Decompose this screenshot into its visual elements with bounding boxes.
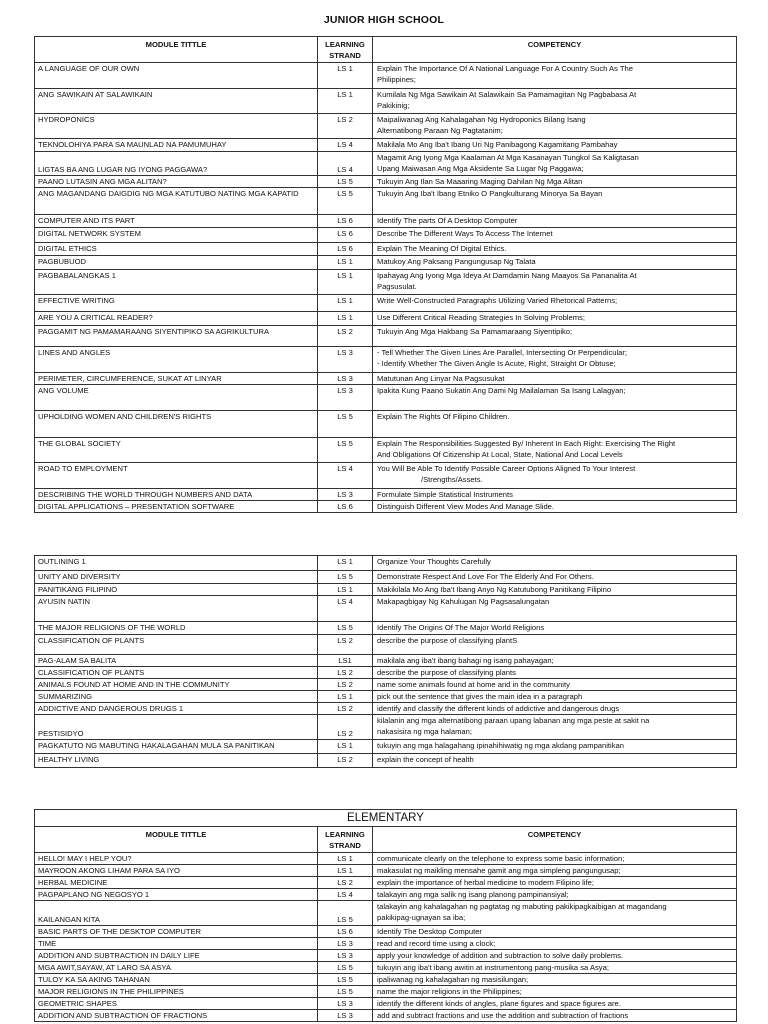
learning-strand-cell: LS 4: [318, 152, 373, 176]
module-title-cell: PAGKATUTO NG MABUTING HAKALAGAHAN MULA SA PANITIKAN: [35, 740, 318, 754]
learning-strand-cell: LS 1: [318, 865, 373, 877]
learning-strand-cell: LS 3: [318, 347, 373, 373]
competency-cell: [373, 385, 737, 411]
competency-line: Pagsusulat.: [377, 282, 417, 291]
learning-strand-cell: LS 2: [318, 679, 373, 691]
module-title-cell: ADDICTIVE AND DANGEROUS DRUGS 1: [35, 703, 318, 715]
table-row: [35, 270, 737, 295]
learning-strand-cell: LS 1: [318, 270, 373, 295]
competency-cell: [373, 152, 737, 176]
competency-cell: [373, 655, 737, 667]
module-title-cell: ADDITION AND SUBTRACTION IN DAILY LIFE: [35, 950, 318, 962]
competency-line: Matukoy Ang Paksang Pangungusap Ng Talata: [377, 257, 536, 266]
competency-line: pick out the sentence that gives the main idea in a paragraph: [377, 692, 583, 701]
table-row: [35, 176, 737, 188]
module-title-cell: ROAD TO EMPLOYMENT: [35, 463, 318, 489]
module-title-cell: PAGBABALANGKAS 1: [35, 270, 318, 295]
competency-cell: [373, 411, 737, 438]
competency-line: Formulate Simple Statistical Instruments: [377, 490, 513, 499]
competency-line: nakasisira ng mga halaman;: [377, 727, 472, 736]
table-row: [35, 938, 737, 950]
competency-line: Makapagbigay Ng Kahulugan Ng Pagsasalungatan: [377, 597, 550, 606]
competency-line: makilala ang iba't ibang bahagi ng isang pahayagan;: [377, 656, 554, 665]
module-title-cell: HERBAL MEDICINE: [35, 877, 318, 889]
competency-cell: [373, 312, 737, 326]
learning-strand-cell: LS 1: [318, 691, 373, 703]
competency-line: Ipakita Kung Paano Sukatin Ang Dami Ng Mailalaman Sa Isang Lalagyan;: [377, 386, 626, 395]
module-title-cell: PAGGAMIT NG PAMAMARAANG SIYENTIPIKO SA AGRIKULTURA: [35, 326, 318, 347]
learning-strand-cell: LS 1: [318, 740, 373, 754]
table-row: [35, 63, 737, 89]
competency-line: explain the importance of herbal medicine to modern Filipino life;: [377, 878, 594, 887]
competency-cell: [373, 326, 737, 347]
competency-line: Matutunan Ang Linyar Na Pagsusukat: [377, 374, 505, 383]
competency-line: Alternatibong Paraan Ng Pagtatanim;: [377, 126, 503, 135]
competency-line: identify and classify the different kinds of addictive and dangerous drugs: [377, 704, 620, 713]
module-title-cell: LINES AND ANGLES: [35, 347, 318, 373]
competency-line: Upang Maiwasan Ang Mga Aksidente Sa Lugar Ng Paggawa;: [377, 164, 584, 173]
competency-line: talakayin ang kahalagahan ng pagtatag ng mabuting pakikipagkaibigan at magandang: [377, 902, 667, 911]
table-row: [35, 326, 737, 347]
competency-cell: [373, 295, 737, 312]
table-row: [35, 986, 737, 998]
competency-cell: [373, 114, 737, 139]
table-row: [35, 347, 737, 373]
table-row: [35, 667, 737, 679]
module-title-cell: PANITIKANG FILIPINO: [35, 584, 318, 596]
table-row: [35, 901, 737, 926]
module-title-cell: DIGITAL NETWORK SYSTEM: [35, 228, 318, 243]
competency-line: And Obligations Of Citizenship At Local, State, National And Local Levels: [377, 450, 623, 459]
competency-cell: [373, 63, 737, 89]
learning-strand-cell: LS 1: [318, 853, 373, 865]
module-title-header: MODULE TITTLE: [35, 37, 318, 63]
module-title-cell: MAYROON AKONG LIHAM PARA SA IYO: [35, 865, 318, 877]
learning-strand-cell: LS 4: [318, 596, 373, 622]
module-title-cell: OUTLINING 1: [35, 556, 318, 571]
competency-line: identify the different kinds of angles, plane figures and space figures are.: [377, 999, 621, 1008]
module-title-cell: HYDROPONICS: [35, 114, 318, 139]
module-title-cell: AYUSIN NATIN: [35, 596, 318, 622]
module-title-cell: CLASSIFICATION OF PLANTS: [35, 667, 318, 679]
table-row: [35, 89, 737, 114]
module-title-cell: HEALTHY LIVING: [35, 754, 318, 768]
competency-cell: [373, 938, 737, 950]
competency-cell: [373, 986, 737, 998]
competency-line: Makikilala Mo Ang Iba't Ibang Anyo Ng Katutubong Panitikang Filipino: [377, 585, 612, 594]
table-row: [35, 622, 737, 635]
competency-header: COMPETENCY: [373, 827, 737, 853]
table-row: [35, 877, 737, 889]
learning-strand-cell: LS 5: [318, 411, 373, 438]
learning-strand-cell: LS 3: [318, 998, 373, 1010]
module-title-cell: TIME: [35, 938, 318, 950]
learning-strand-cell: LS 2: [318, 703, 373, 715]
learning-strand-cell: LS 3: [318, 1010, 373, 1022]
table-row: [35, 715, 737, 740]
competency-line: Tukuyin Ang Iba't Ibang Etniko O Pangkulturang Minorya Sa Bayan: [377, 189, 603, 198]
table-row: [35, 703, 737, 715]
competency-line: Write Well-Constructed Paragraphs Utilizing Varied Rhetorical Patterns;: [377, 296, 618, 305]
competency-line: Tukuyin Ang Ilan Sa Maaaring Maging Dahilan Ng Mga Alitan: [377, 177, 583, 186]
table-row: [35, 655, 737, 667]
table-row: [35, 1010, 737, 1022]
table-row: [35, 584, 737, 596]
table-row: [35, 463, 737, 489]
table-row: [35, 312, 737, 326]
table-row: [35, 139, 737, 152]
learning-strand-cell: LS 3: [318, 373, 373, 385]
table-row: [35, 489, 737, 501]
competency-cell: [373, 715, 737, 740]
competency-cell: [373, 89, 737, 114]
module-title-cell: TEKNOLOHIYA PARA SA MAUNLAD NA PAMUMUHAY: [35, 139, 318, 152]
competency-line: - Tell Whether The Given Lines Are Parallel, Intersecting Or Perpendicular;: [377, 348, 628, 357]
competency-line: Use Different Critical Reading Strategies In Solving Problems;: [377, 313, 585, 322]
competency-line: Philippines;: [377, 75, 416, 84]
learning-strand-cell: LS 2: [318, 877, 373, 889]
competency-line: name some animals found at home and in the community: [377, 680, 570, 689]
table-row: [35, 411, 737, 438]
learning-strand-cell: LS 3: [318, 385, 373, 411]
table-row: [35, 635, 737, 655]
competency-cell: [373, 962, 737, 974]
module-title-cell: UNITY AND DIVERSITY: [35, 571, 318, 584]
table-row: [35, 556, 737, 571]
table-row: [35, 228, 737, 243]
competency-line: Maipaliwanag Ang Kahalagahan Ng Hydroponics Bilang Isang: [377, 115, 586, 124]
competency-line: Explain The Rights Of Filipino Children.: [377, 412, 510, 421]
junior-high-table-continued: [34, 555, 737, 768]
module-title-cell: ARE YOU A CRITICAL READER?: [35, 312, 318, 326]
competency-cell: [373, 215, 737, 228]
table-row: [35, 740, 737, 754]
competency-cell: [373, 865, 737, 877]
table-row: [35, 256, 737, 270]
learning-strand-cell: LS 3: [318, 489, 373, 501]
table-row: [35, 962, 737, 974]
elementary-table: [34, 809, 737, 1022]
learning-strand-cell: LS 5: [318, 622, 373, 635]
competency-cell: [373, 926, 737, 938]
module-title-cell: DIGITAL APPLICATIONS – PRESENTATION SOFTWARE: [35, 501, 318, 513]
learning-strand-cell: LS 4: [318, 463, 373, 489]
learning-strand-cell: LS 5: [318, 438, 373, 463]
learning-strand-cell: LS 3: [318, 938, 373, 950]
table-row: [35, 950, 737, 962]
module-title-cell: GEOMETRIC SHAPES: [35, 998, 318, 1010]
competency-line: tukuyin ang mga halagahang ipinahihiwatig ng mga akdang pampanitikan: [377, 741, 624, 750]
competency-line: Pakikinig;: [377, 101, 410, 110]
competency-cell: [373, 176, 737, 188]
competency-line: tukuyin ang iba't ibang awitin at instrumentong pang-musika sa Asya;: [377, 963, 609, 972]
competency-line: Identify The parts Of A Desktop Computer: [377, 216, 518, 225]
learning-strand-cell: LS 5: [318, 188, 373, 215]
learning-strand-cell: LS 5: [318, 901, 373, 926]
learning-strand-cell: LS 2: [318, 667, 373, 679]
competency-line: describe the purpose of classifying plants: [377, 668, 516, 677]
learning-strand-cell: LS 1: [318, 89, 373, 114]
table-row: [35, 114, 737, 139]
table-row: [35, 438, 737, 463]
competency-line: Identify The Origins Of The Major World Religions: [377, 623, 545, 632]
module-title-cell: PAGPAPLANO NG NEGOSYO 1: [35, 889, 318, 901]
table-row: [35, 571, 737, 584]
competency-cell: [373, 139, 737, 152]
table-row: [35, 152, 737, 176]
module-title-cell: COMPUTER AND ITS PART: [35, 215, 318, 228]
competency-line: - Identify Whether The Given Angle Is Acute, Right, Straight Or Obtuse;: [377, 359, 616, 368]
competency-line: makasulat ng maikling mensahe gamit ang mga simpleng pangungusap;: [377, 866, 621, 875]
learning-strand-cell: LS 6: [318, 215, 373, 228]
module-title-cell: BASIC PARTS OF THE DESKTOP COMPUTER: [35, 926, 318, 938]
table-row: [35, 691, 737, 703]
table-row: [35, 373, 737, 385]
competency-line: Demonstrate Respect And Love For The Elderly And For Others.: [377, 572, 594, 581]
competency-cell: [373, 228, 737, 243]
module-title-cell: PAG-ALAM SA BALITA: [35, 655, 318, 667]
table-row: [35, 295, 737, 312]
learning-strand-cell: LS 6: [318, 243, 373, 256]
competency-cell: [373, 622, 737, 635]
table-row: [35, 865, 737, 877]
competency-line: Distinguish Different View Modes And Manage Slide.: [377, 502, 555, 511]
table-row: [35, 385, 737, 411]
competency-cell: [373, 667, 737, 679]
module-title-cell: ANG VOLUME: [35, 385, 318, 411]
learning-strand-cell: LS 5: [318, 986, 373, 998]
competency-cell: [373, 901, 737, 926]
module-title-cell: DIGITAL ETHICS: [35, 243, 318, 256]
module-title-cell: ANG SAWIKAIN AT SALAWIKAIN: [35, 89, 318, 114]
competency-line: kilalanin ang mga alternatibong paraan upang labanan ang mga peste at sakit na: [377, 716, 650, 725]
module-title-cell: PAGBUBUOD: [35, 256, 318, 270]
competency-line: Explain The Importance Of A National Language For A Country Such As The: [377, 64, 633, 73]
module-title-cell: PERIMETER, CIRCUMFERENCE, SUKAT AT LINYAR: [35, 373, 318, 385]
learning-strand-cell: LS 1: [318, 295, 373, 312]
table-row: [35, 889, 737, 901]
competency-cell: [373, 463, 737, 489]
competency-cell: [373, 740, 737, 754]
competency-cell: [373, 691, 737, 703]
competency-cell: [373, 270, 737, 295]
competency-cell: [373, 243, 737, 256]
competency-line: describe the purpose of classifying plantS: [377, 636, 518, 645]
learning-strand-header: LEARNING STRAND: [318, 37, 373, 63]
competency-cell: [373, 438, 737, 463]
competency-line: Explain The Responsibilities Suggested By/ Inherent In Each Right: Exercising The Right: [377, 439, 676, 448]
competency-line: apply your knowledge of addition and subtraction to solve daily problems.: [377, 951, 624, 960]
competency-line: talakayin ang mga salik ng isang planong pampinansiyal;: [377, 890, 569, 899]
module-title-cell: ADDITION AND SUBTRACTION OF FRACTIONS: [35, 1010, 318, 1022]
competency-line: communicate clearly on the telephone to express some basic information;: [377, 854, 625, 863]
module-title-cell: LIGTAS BA ANG LUGAR NG IYONG PAGGAWA?: [35, 152, 318, 176]
learning-strand-cell: LS 6: [318, 228, 373, 243]
competency-cell: [373, 635, 737, 655]
learning-strand-cell: LS 1: [318, 63, 373, 89]
competency-line: Makilala Mo Ang Iba't Ibang Uri Ng Panibagong Kagamitang Pambahay: [377, 140, 618, 149]
competency-line: /Strengths/Assets.: [421, 475, 483, 484]
learning-strand-cell: LS 1: [318, 556, 373, 571]
competency-line: name the major religions in the Philippines;: [377, 987, 522, 996]
table-row: [35, 596, 737, 622]
learning-strand-cell: LS 6: [318, 926, 373, 938]
module-title-cell: ANIMALS FOUND AT HOME AND IN THE COMMUNITY: [35, 679, 318, 691]
competency-cell: [373, 556, 737, 571]
competency-cell: [373, 853, 737, 865]
learning-strand-cell: LS 1: [318, 256, 373, 270]
learning-strand-header: LEARNING STRAND: [318, 827, 373, 853]
competency-cell: [373, 188, 737, 215]
module-title-cell: MGA AWIT,SAYAW, AT LARO SA ASYA: [35, 962, 318, 974]
competency-cell: [373, 373, 737, 385]
table-row: [35, 926, 737, 938]
competency-line: add and subtract fractions and use the addition and subtraction of fractions: [377, 1011, 629, 1020]
module-title-cell: THE MAJOR RELIGIONS OF THE WORLD: [35, 622, 318, 635]
competency-line: Magamit Ang Iyong Mga Kaalaman At Mga Kasanayan Tungkol Sa Kaligtasan: [377, 153, 639, 162]
competency-cell: [373, 501, 737, 513]
competency-cell: [373, 950, 737, 962]
competency-line: Organize Your Thoughts Carefully: [377, 557, 491, 566]
table-row: [35, 188, 737, 215]
table-row: [35, 974, 737, 986]
competency-line: Identify The Desktop Computer: [377, 927, 482, 936]
table-row: [35, 501, 737, 513]
table-row: [35, 215, 737, 228]
learning-strand-cell: LS 5: [318, 962, 373, 974]
section-title-elementary: ELEMENTARY: [35, 810, 737, 827]
learning-strand-cell: LS 5: [318, 974, 373, 986]
competency-header: COMPETENCY: [373, 37, 737, 63]
competency-cell: [373, 347, 737, 373]
competency-cell: [373, 754, 737, 768]
table-row: [35, 853, 737, 865]
competency-line: read and record time using a clock;: [377, 939, 496, 948]
competency-line: You Will Be Able To Identify Possible Career Options Aligned To Your Interest: [377, 464, 636, 473]
learning-strand-cell: LS 2: [318, 754, 373, 768]
competency-cell: [373, 998, 737, 1010]
competency-cell: [373, 703, 737, 715]
table-row: [35, 998, 737, 1010]
competency-cell: [373, 584, 737, 596]
table-row: [35, 754, 737, 768]
learning-strand-cell: LS 1: [318, 312, 373, 326]
module-title-cell: PAANO LUTASIN ANG MGA ALITAN?: [35, 176, 318, 188]
table-row: [35, 243, 737, 256]
competency-line: Explain The Meaning Of Digital Ethics.: [377, 244, 507, 253]
learning-strand-cell: LS 5: [318, 571, 373, 584]
page-title: JUNIOR HIGH SCHOOL: [323, 14, 445, 26]
module-title-cell: KAILANGAN KITA: [35, 901, 318, 926]
learning-strand-cell: LS 2: [318, 326, 373, 347]
module-title-cell: CLASSIFICATION OF PLANTS: [35, 635, 318, 655]
competency-line: Ipahayag Ang Iyong Mga Ideya At Damdamin Nang Maayos Sa Pananalita At: [377, 271, 637, 280]
competency-cell: [373, 571, 737, 584]
learning-strand-cell: LS 2: [318, 114, 373, 139]
learning-strand-cell: LS 4: [318, 139, 373, 152]
junior-high-table: [34, 36, 737, 513]
module-title-header: MODULE TITTLE: [35, 827, 318, 853]
module-title-cell: A LANGUAGE OF OUR OWN: [35, 63, 318, 89]
competency-cell: [373, 489, 737, 501]
competency-line: Kumilala Ng Mga Sawikain At Salawikain Sa Pamamagitan Ng Pagbabasa At: [377, 90, 637, 99]
learning-strand-cell: LS 6: [318, 501, 373, 513]
competency-line: explain the concept of health: [377, 755, 474, 764]
competency-cell: [373, 877, 737, 889]
competency-line: pakikipag-ugnayan sa iba;: [377, 913, 466, 922]
module-title-cell: MAJOR RELIGIONS IN THE PHILIPPINES: [35, 986, 318, 998]
competency-cell: [373, 596, 737, 622]
module-title-cell: ANG MAGANDANG DAIGDIG NG MGA KATUTUBO NATING MGA KAPATID: [35, 188, 318, 215]
module-title-cell: UPHOLDING WOMEN AND CHILDREN'S RIGHTS: [35, 411, 318, 438]
module-title-cell: HELLO! MAY I HELP YOU?: [35, 853, 318, 865]
competency-line: Tukuyin Ang Mga Hakbang Sa Pamamaraang Siyentipiko;: [377, 327, 573, 336]
learning-strand-cell: LS 2: [318, 715, 373, 740]
learning-strand-cell: LS 5: [318, 176, 373, 188]
competency-line: Describe The Different Ways To Access The Internet: [377, 229, 553, 238]
module-title-cell: DESCRIBING THE WORLD THROUGH NUMBERS AND DATA: [35, 489, 318, 501]
module-title-cell: TULOY KA SA AKING TAHANAN: [35, 974, 318, 986]
learning-strand-cell: LS1: [318, 655, 373, 667]
module-title-cell: EFFECTIVE WRITING: [35, 295, 318, 312]
competency-cell: [373, 1010, 737, 1022]
learning-strand-cell: LS 2: [318, 635, 373, 655]
learning-strand-cell: LS 3: [318, 950, 373, 962]
module-title-cell: SUMMARIZING: [35, 691, 318, 703]
module-title-cell: PESTISIDYO: [35, 715, 318, 740]
competency-line: ipaliwanag ng kahalagahan ng masisilungan;: [377, 975, 529, 984]
learning-strand-cell: LS 4: [318, 889, 373, 901]
module-title-cell: THE GLOBAL SOCIETY: [35, 438, 318, 463]
competency-cell: [373, 679, 737, 691]
competency-cell: [373, 974, 737, 986]
table-row: [35, 679, 737, 691]
learning-strand-cell: LS 1: [318, 584, 373, 596]
competency-cell: [373, 889, 737, 901]
competency-cell: [373, 256, 737, 270]
